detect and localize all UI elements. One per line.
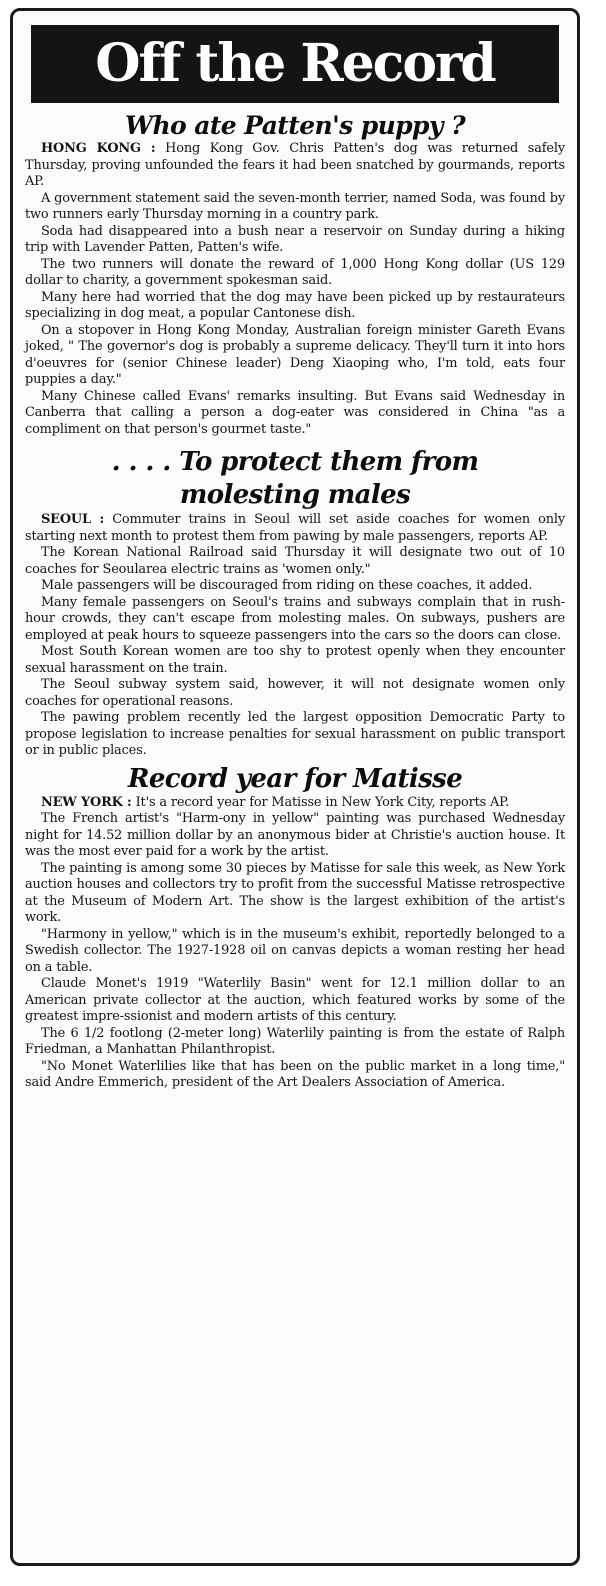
story-paragraph: NEW YORK : It's a record year for Matisse in New York City, reports AP. — [41, 794, 510, 810]
story-headline-seoul-line2: molesting males — [179, 480, 411, 510]
dateline: SEOUL : — [41, 512, 105, 527]
story-paragraph: Soda had disappeared into a bush near a reservoir on Sunday during a hiking trip with Lavender Patten, Patten's wife. — [25, 223, 565, 255]
story-body-seoul — [13, 512, 577, 760]
story-headline-patten: Who ate Patten's puppy ? — [124, 111, 466, 140]
story-headline-seoul-line1: . . . . To protect them from — [111, 447, 479, 477]
story-paragraph: The painting is among some 30 pieces by Matisse for sale this week, as New York auction houses and collectors try to profit from the successful Matisse retrospective at the Museum of Modern Art. The show is the largest exhibition of the artist's work. — [25, 860, 565, 925]
story-paragraph: "Harmony in yellow," which is in the museum's exhibit, reportedly belonged to a Swedish collector. The 1927-1928 oil on canvas depicts a woman resting her head on a table. — [25, 926, 565, 975]
story-paragraph: "No Monet Waterlilies like that has been on the public market in a long time," said Andre Emmerich, president of the Art Dealers Association of America. — [25, 1058, 565, 1090]
story-paragraph: Claude Monet's 1919 "Waterlily Basin" went for 12.1 million dollar to an American private collector at the auction, which featured works by some of the greatest impre-ssionist and modern artists of this century. — [25, 976, 565, 1024]
story-paragraph: Many female passengers on Seoul's trains and subways complain that in rush-hour crowds, they can't escape from molesting males. On subways, pushers are employed at peak hours to squeeze passengers into the cars so the doors can close. — [25, 594, 565, 643]
story-paragraph: The two runners will donate the reward of 1,000 Hong Kong dollar (US 129 dollar to charity, a government spokesman said. — [25, 256, 565, 288]
story-paragraph: Many here had worried that the dog may have been picked up by restaurateurs specializing in dog meat, a popular Cantonese dish. — [25, 289, 565, 321]
dateline: HONG KONG : — [41, 141, 156, 156]
story-paragraph: Male passengers will be discouraged from riding on these coaches, it added. — [41, 578, 533, 593]
dateline: NEW YORK : — [41, 794, 132, 810]
story-paragraph: The Korean National Railroad said Thursday it will designate two out of 10 coaches for Seoularea electric trains as 'women only." — [25, 545, 565, 577]
story-body-patten — [13, 141, 577, 438]
story-paragraph: The Seoul subway system said, however, it will not designate women only coaches for operational reasons. — [25, 677, 565, 709]
story-paragraph: SEOUL : Commuter trains in Seoul will set aside coaches for women only starting next month to protest them from pawing by male passengers, reports AP. — [25, 512, 565, 544]
masthead-title: Off the Record — [95, 33, 495, 94]
story-paragraph: The pawing problem recently led the largest opposition Democratic Party to propose legislation to increase penalties for sexual harassment on public transport or in public places. — [25, 710, 565, 758]
story-headline-seoul — [13, 446, 577, 512]
story-headline-matisse: Record year for Matisse — [127, 763, 463, 794]
story-paragraph: A government statement said the seven-month terrier, named Soda, was found by two runners early Thursday morning in a country park. — [25, 190, 565, 222]
story-body-matisse — [13, 795, 577, 1092]
news-column-frame — [10, 8, 580, 1566]
story-paragraph: Many Chinese called Evans' remarks insulting. But Evans said Wednesday in Canberra that calling a person a dog-eater was considered in China "as a compliment on that person's gourmet taste." — [25, 388, 565, 437]
story-paragraph: On a stopover in Hong Kong Monday, Australian foreign minister Gareth Evans joked, " The governor's dog is probably a supreme delicacy. They'll turn it into hors d'oeuvres for (senior Chinese leader) Deng Xiaoping who, I'm told, eats four puppies a day." — [25, 322, 565, 387]
story-paragraph: The 6 1/2 footlong (2-meter long) Waterlily painting is from the estate of Ralph Friedman, a Manhattan Philanthropist. — [25, 1025, 565, 1057]
story-paragraph: Most South Korean women are too shy to protest openly when they encounter sexual harassment on the train. — [25, 644, 565, 676]
masthead-banner — [31, 25, 559, 103]
story-paragraph: HONG KONG : Hong Kong Gov. Chris Patten's dog was returned safely Thursday, proving unfounded the fears it had been snatched by gourmands, reports AP. — [25, 141, 565, 189]
story-paragraph: The French artist's "Harm-ony in yellow" painting was purchased Wednesday night for 14.52 million dollar by an anonymous bider at Christie's auction house. It was the most ever paid for a work by the artist. — [25, 811, 565, 859]
